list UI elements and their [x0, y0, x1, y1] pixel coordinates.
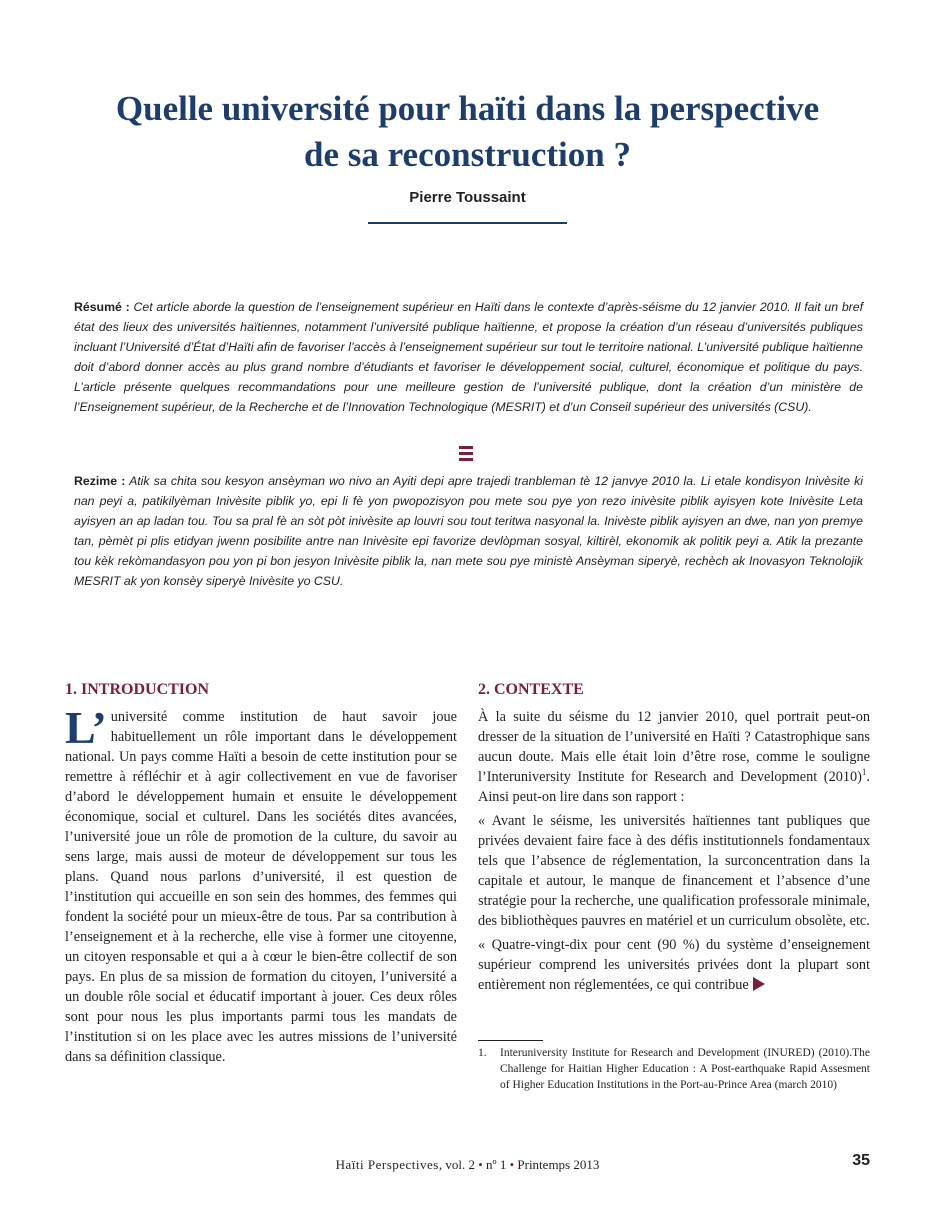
- section-heading-introduction: 1. INTRODUCTION: [65, 681, 210, 698]
- journal-issue: nº 1: [486, 1157, 507, 1172]
- title-line-1: Quelle université pour haïti dans la perspective: [115, 89, 820, 128]
- footnote-text: Interuniversity Institute for Research and Development (INURED) (2010).The Challenge for Haitian Higher Education : A Post-earthquake Rapid Assesment of Higher Education Institutions in the Port-au-Prince Area (march 2010): [500, 1047, 870, 1091]
- introduction-paragraph: [65, 702, 457, 1067]
- column-left: [65, 679, 457, 1067]
- journal-volume: , vol. 2: [438, 1157, 475, 1172]
- contexte-paragraph-3: « Quatre-vingt-dix pour cent (90 %) du système d’enseignement supérieur comprend les universités privées dont la plupart sont entièrement non réglementées, ce qui contribue: [478, 937, 870, 993]
- column-right: [478, 679, 870, 995]
- article-title: [40, 86, 895, 178]
- journal-name: Haïti Perspectives: [335, 1157, 439, 1172]
- page-number: 35: [852, 1152, 870, 1169]
- footnote-rule: [478, 1040, 543, 1041]
- bullet-icon: •: [478, 1157, 483, 1172]
- abstract-creole-text: Atik sa chita sou kesyon ansèyman wo nivo an Ayiti depi apre trajedi tranbleman tè 12 janvye 2010 la. Li etale kondisyon Inivèsite ki nan peyi a, patikilyèman Inivèsite piblik yo, epi li fè yon pwopozisyon pou mete sou pye yon rezo inivèsite piblik ayisyen kote Inivèsite Leta ayisyen an ap ladan tou. Tou sa pral fè an sòt pòt inivèsite ap louvri sou tout teritwa nasyonal la. Inivèste piblik ayisyen an dwe, nan yon premye tan, pèmèt pi plis etidyan jwenn posibilite antre nan Inivèsite epi favorize devlòpman sosyal, kiltirèl, ekonomik ak politik peyi a. Atik la prezante tou kèk rekòmandasyon pou yon pi bon jesyon Inivèsite piblik la, nan mete sou pye ministè Ansèyman siperyè, rechèch ak Inovasyon Teknolojik MESRIT ak yon konsèy siperyè Inivèsite yo CSU.: [74, 474, 863, 588]
- section-heading-contexte: 2. CONTEXTE: [478, 681, 584, 698]
- bullet-icon: •: [509, 1157, 515, 1172]
- journal-season: Printemps 2013: [517, 1157, 600, 1172]
- footnote: [478, 1045, 870, 1093]
- contexte-paragraph-2: « Avant le séisme, les universités haïtiennes tant publiques que privées devaient faire face à des défis institutionnels fondamentaux tels que l’absence de réglementation, la surconcentration dans la capitale et autour, le manque de financement et l’absence d’une stratégie pour la recherche, une qualification professorale minimale, des bibliothèques pauvres en matériel et un curriculum obsolète, etc.: [478, 813, 870, 929]
- author-underline: [368, 222, 567, 224]
- footnote-number: 1.: [478, 1047, 487, 1059]
- abstract-creole-label: Rezime :: [74, 474, 126, 488]
- page-footer: [0, 1157, 935, 1173]
- title-line-2: de sa reconstruction ?: [304, 135, 631, 174]
- continue-arrow-icon: [753, 977, 765, 991]
- drop-cap: L’: [65, 702, 107, 753]
- abstract-creole: [74, 471, 863, 591]
- abstract-french-text: Cet article aborde la question de l’enseignement supérieur en Haïti dans le contexte d’après-séisme du 12 janvier 2010. Il fait un bref état des lieux des universités haïtiennes, notamment l’université publique haïtienne, et propose la création d’un réseau d’universités publiques incluant l’Université d’État d’Haïti afin de favoriser l’accès à l’enseignement supérieur sur tout le territoire national. L’université publique haïtienne doit d’abord donner accès au plus grand nombre d’étudiants et favoriser le développement social, culturel, économique et politique du pays. L’article présente quelques recommandations pour une meilleure gestion de l’université publique, dont la création d’un ministère de l’Enseignement supérieur, de la Recherche et de l’Innovation Technologique (MESRIT) et d’un Conseil supérieur des universités (CSU).: [74, 300, 864, 414]
- section-divider-icon: [459, 446, 473, 461]
- abstract-french-label: Résumé :: [74, 300, 130, 314]
- contexte-paragraph-1: À la suite du séisme du 12 janvier 2010, quel portrait peut-on dresser de la situation de l’université en Haïti ? Catastrophique sans aucun doute. Mais elle était loin d’être rose, comme le souligne l’Interuniversity Institute for Research and Development $(2010)^1$. Ainsi peut-on lire dans son rapport :: [478, 709, 870, 805]
- introduction-text: université comme institution de haut savoir joue habituellement un rôle important dans le développement national. Un pays comme Haïti a besoin de cette institution pour se remettre à réfléchir et à agir collectivement en vue de favoriser d’abord le développement humain et ensuite le développement économique, social et culturel. Dans les sociétés dites avancées, l’université joue un rôle de promotion de la culture, du savoir au sens large, mais aussi de moteur de développement sur tous les plans. Quand nous parlons d’université, il est question de l’institution qui accueille en son sein des hommes, des femmes qui fondent la société pour un mieux-être de tous. Par sa contribution à l’enseignement et à la recherche, elle vise à former une citoyenne, un citoyen responsable et qui a à cœur le bien-être collectif de son pays. En plus de sa mission de formation du citoyen, l’université a un double rôle social et éducatif important à jouer. Ces deux rôles sont pour nous les plus importants parmi tous les mandats de l’institution si on les place avec les autres missions de l’université dans sa définition classique.: [65, 709, 457, 1065]
- abstract-french: [74, 297, 863, 417]
- footnote-ref[interactable]: 1: [861, 767, 867, 778]
- author-name: Pierre Toussaint: [409, 189, 526, 206]
